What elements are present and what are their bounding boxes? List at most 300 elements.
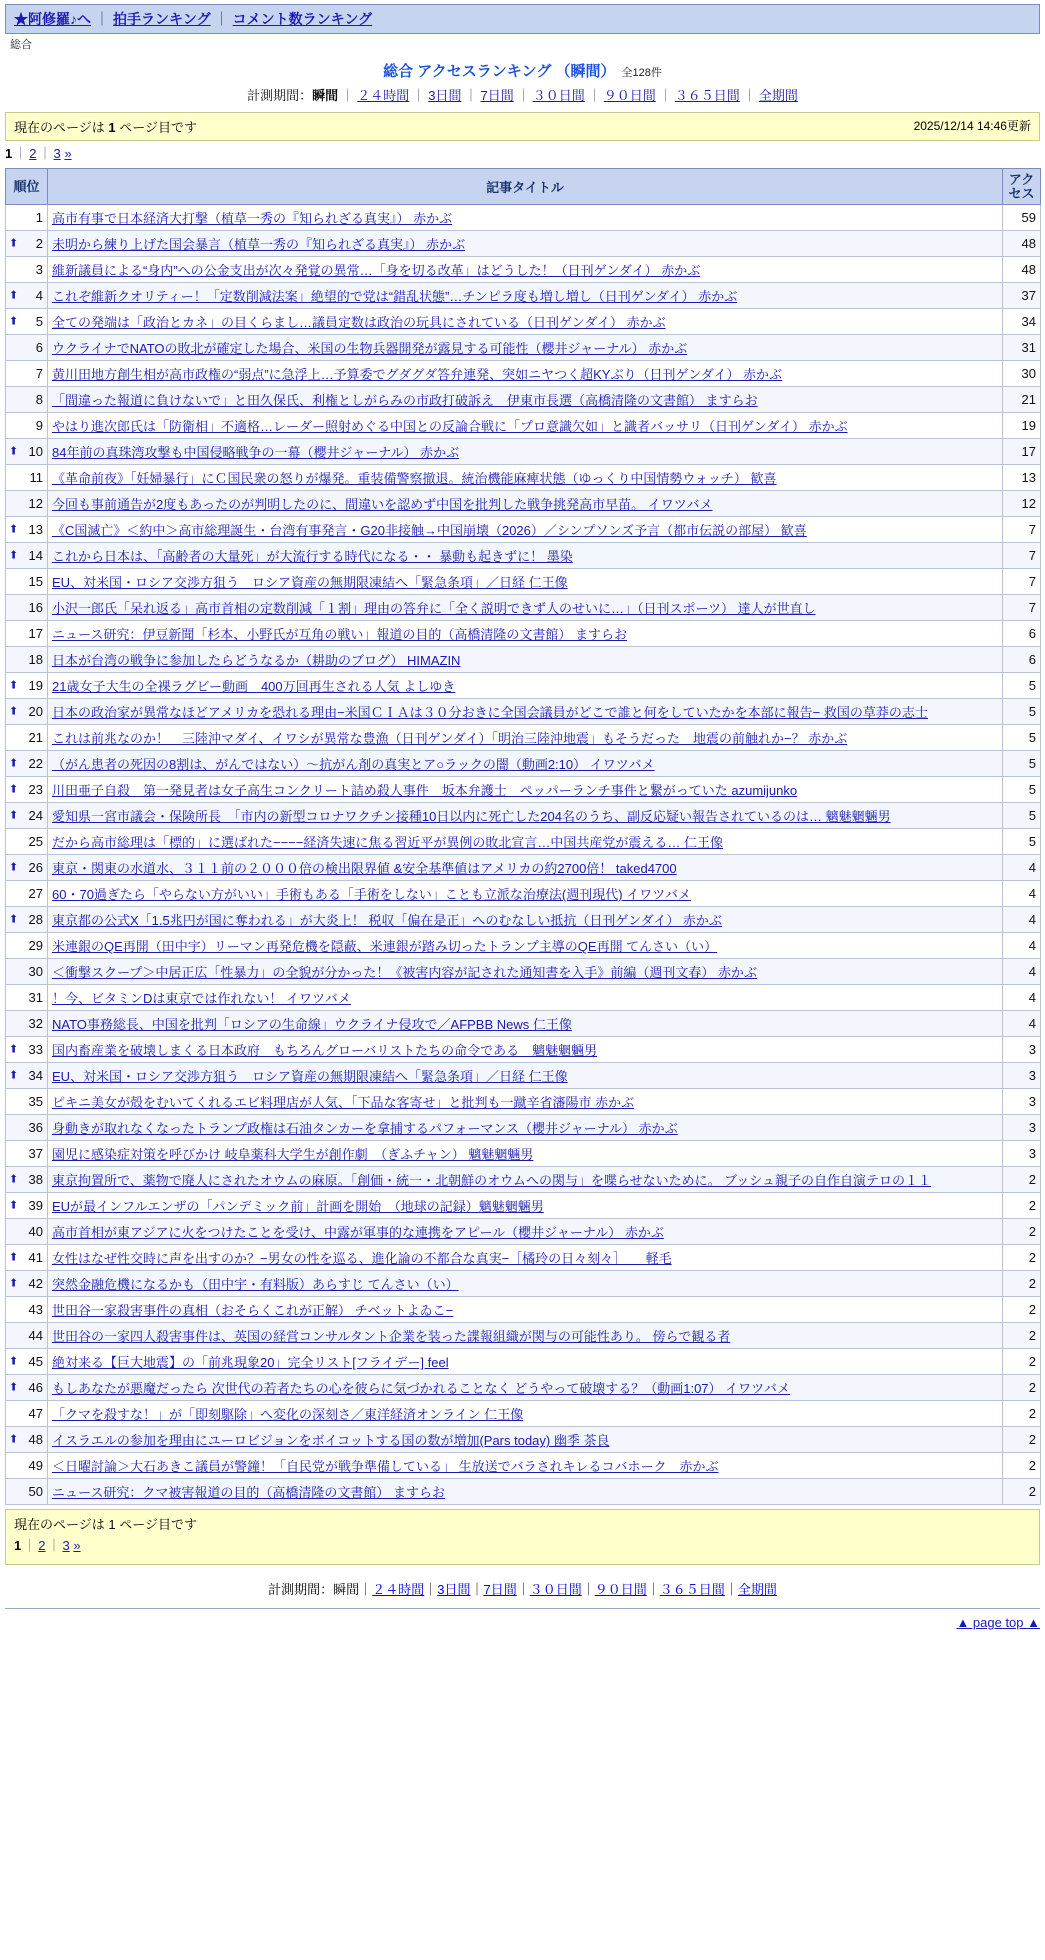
table-row	[6, 647, 1041, 673]
rank-up-icon: ⬆	[9, 445, 19, 458]
rank-cell	[6, 387, 48, 413]
rank-up-icon: ⬆	[9, 1043, 19, 1056]
rank-number: 39	[28, 1198, 43, 1214]
page-info-prefix-bottom: 現在のページは	[14, 1517, 105, 1533]
period-option-24h-bottom[interactable]: ２４時間	[372, 1582, 425, 1598]
page-link-1-top[interactable]: 1	[5, 146, 13, 161]
rank-up-icon: ⬆	[9, 705, 19, 718]
rank-cell	[6, 1141, 48, 1167]
article-title-cell	[48, 621, 1003, 647]
access-count-cell: 2	[1003, 1375, 1041, 1401]
page-info-suffix-top: ページ目です	[119, 120, 197, 135]
article-title-cell	[48, 1297, 1003, 1323]
article-link[interactable]: 世田谷の一家四人殺害事件は、英国の経営コンサルタント企業を装った諜報組織が関与の可能性あり。 傍らで観る者	[52, 1329, 731, 1345]
table-row	[6, 491, 1041, 517]
rank-cell	[6, 543, 48, 569]
nav-link-asyura[interactable]: ★阿修羅♪へ	[14, 11, 91, 27]
rank-cell	[6, 465, 48, 491]
rank-number: 11	[29, 470, 43, 486]
rank-up-icon: ⬆	[9, 783, 19, 796]
rank-up-icon: ⬆	[9, 1251, 19, 1264]
rank-number: 21	[28, 730, 43, 746]
rank-number: 24	[28, 808, 43, 824]
period-sep-5: ｜	[587, 88, 601, 103]
access-count-cell: 48	[1003, 257, 1041, 283]
rank-number: 33	[28, 1042, 43, 1058]
rank-number: 20	[28, 704, 43, 720]
rank-number: 44	[28, 1328, 43, 1344]
access-count-cell: 4	[1003, 985, 1041, 1011]
article-link[interactable]: やはり進次郎氏は「防衛相」不適格…レーダー照射めぐる中国との反論合戦に「プロ意識欠如」と識者バッサリ（日刊ゲンダイ） 赤かぶ	[52, 419, 848, 435]
access-count-cell: 5	[1003, 829, 1041, 855]
access-count-cell: 2	[1003, 1167, 1041, 1193]
table-header-row	[6, 169, 1041, 205]
access-count-cell: 5	[1003, 699, 1041, 725]
article-link[interactable]: 今回も事前通告が2度もあったのが判明したのに、間違いを認めず中国を批判した戦争挑発高市早苗。 イワツバメ	[52, 497, 713, 513]
article-link[interactable]: 21歳女子大生の全裸ラグビー動画 400万回再生される人気 よしゆき	[52, 679, 456, 695]
column-header-title: 記事タイトル	[48, 169, 1003, 205]
article-link[interactable]: 身動きが取れなくなったトランプ政権は石油タンカーを拿捕するパフォーマンス（櫻井ジャーナル） 赤かぶ	[52, 1121, 678, 1137]
pagination-top	[5, 143, 1040, 162]
article-title-cell	[48, 1193, 1003, 1219]
article-title-cell	[48, 361, 1003, 387]
table-row	[6, 1219, 1041, 1245]
period-sep-7: ｜	[742, 88, 756, 103]
article-link[interactable]: ウクライナでNATOの敗北が確定した場合、米国の生物兵器開発が露見する可能性（櫻井ジャーナル） 赤かぶ	[52, 341, 688, 357]
table-row	[6, 621, 1041, 647]
rank-up-icon: ⬆	[9, 757, 19, 770]
article-link[interactable]: 日本の政治家が異常なほどアメリカを恐れる理由−米国ＣＩＡは３０分おきに全国会議員がどこで誰と何をしていたかを本部に報告− 救国の草莽の志士	[52, 705, 928, 721]
rank-up-icon: ⬆	[9, 549, 19, 562]
rank-number: 30	[28, 964, 43, 980]
rank-cell	[6, 803, 48, 829]
rank-up-icon: ⬆	[9, 1173, 19, 1186]
article-title-cell	[48, 1427, 1003, 1453]
period-option-365d-bottom[interactable]: ３６５日間	[659, 1582, 725, 1598]
table-row	[6, 881, 1041, 907]
article-link[interactable]: 高市首相が東アジアに火をつけたことを受け、中露が軍事的な連携をアピール（櫻井ジャーナル） 赤かぶ	[52, 1225, 664, 1241]
article-link[interactable]: EUが最インフルエンザの「パンデミック前」計画を開始 （地球の記録）魑魅魍魎男	[52, 1199, 544, 1215]
rank-number: 32	[28, 1016, 43, 1032]
rank-cell	[6, 1219, 48, 1245]
rank-up-icon: ⬆	[9, 1433, 19, 1446]
rank-number: 37	[28, 1146, 43, 1162]
article-link[interactable]: これぞ維新クオリティー！「定数削減法案」絶望的で党は“錯乱状態”…チンピラ度も増し増し（日刊ゲンダイ） 赤かぶ	[52, 289, 738, 305]
rank-cell	[6, 907, 48, 933]
table-row	[6, 1245, 1041, 1271]
table-row	[6, 829, 1041, 855]
access-count-cell: 7	[1003, 543, 1041, 569]
access-count-cell: 48	[1003, 231, 1041, 257]
access-count-cell: 31	[1003, 335, 1041, 361]
article-link[interactable]: 東京都の公式X「1.5兆円が国に奪われる」が大炎上！ 税収「偏在是正」へのむなしい抵抗（日刊ゲンダイ） 赤かぶ	[52, 913, 722, 929]
article-title-cell	[48, 231, 1003, 257]
rank-number: 3	[35, 262, 43, 278]
rank-number: 17	[28, 626, 43, 642]
table-row	[6, 1375, 1041, 1401]
rank-number: 1	[35, 210, 43, 226]
article-title-cell	[48, 907, 1003, 933]
page-info-number-top: 1	[108, 120, 116, 135]
article-link[interactable]: ！今、ビタミンDは東京では作れない！ イワツバメ	[52, 991, 351, 1007]
rank-cell	[6, 257, 48, 283]
article-link[interactable]: イスラエルの参加を理由にユーロビジョンをボイコットする国の数が増加(Pars today) 幽季 茶良	[52, 1433, 610, 1449]
page-title: 総合 アクセスランキング （瞬間）	[383, 63, 616, 80]
access-count-cell: 59	[1003, 205, 1041, 231]
article-title-cell	[48, 465, 1003, 491]
rank-cell	[6, 439, 48, 465]
article-link[interactable]: 米連銀のQE再開（田中宇）リーマン再発危機を隠蔽、米連銀が踏み切ったトランプ主導のQE再開 てんさい（い）	[52, 939, 718, 955]
article-title-cell	[48, 1479, 1003, 1505]
article-link[interactable]: 「間違った報道に負けないで」と田久保氏、利権としがらみの市政打破訴え 伊東市長選（高橋清隆の文書館） ますらお	[52, 393, 758, 409]
rank-cell	[6, 1323, 48, 1349]
top-navigation	[5, 4, 1040, 34]
article-link[interactable]: 東京・関東の水道水、３１１前の２０００倍の検出限界値 &安全基準値はアメリカの約2700倍！ taked4700	[52, 861, 677, 877]
article-title-cell	[48, 673, 1003, 699]
period-option-3d-bottom[interactable]: 3日間	[437, 1582, 471, 1598]
table-row	[6, 569, 1041, 595]
period-sep-4-b: ｜	[516, 1582, 530, 1598]
access-count-cell: 5	[1003, 725, 1041, 751]
rank-cell	[6, 1375, 48, 1401]
article-link[interactable]: 国内畜産業を破壊しまくる日本政府 もちろんグローバリストたちの命令である 魑魅魍魎男	[52, 1043, 598, 1059]
rank-cell	[6, 621, 48, 647]
rank-number: 25	[28, 834, 43, 850]
period-selector-top	[0, 85, 1045, 104]
rank-number: 36	[28, 1120, 43, 1136]
ranking-table	[5, 168, 1041, 1505]
access-count-cell: 2	[1003, 1401, 1041, 1427]
table-row	[6, 803, 1041, 829]
article-link[interactable]: 維新議員による“身内”への公金支出が次々発覚の異常…「身を切る改革」はどうした！（日刊ゲンダイ） 赤かぶ	[52, 263, 701, 279]
access-count-cell: 2	[1003, 1193, 1041, 1219]
table-row	[6, 309, 1041, 335]
rank-cell	[6, 777, 48, 803]
period-option-90d-bottom[interactable]: ９０日間	[594, 1582, 647, 1598]
pager-sep-2-bottom: ｜	[47, 1538, 61, 1554]
page-link-2-bottom[interactable]: 2	[38, 1538, 46, 1554]
table-row	[6, 1297, 1041, 1323]
page-info-bar-top	[5, 112, 1040, 141]
article-title-cell	[48, 777, 1003, 803]
rank-number: 42	[28, 1276, 43, 1292]
period-option-7d-bottom[interactable]: 7日間	[483, 1582, 517, 1598]
page-top-container	[5, 1615, 1040, 1630]
article-link[interactable]: 園児に感染症対策を呼びかけ 岐阜薬科大学生が創作劇 （ぎふチャン） 魑魅魍魎男	[52, 1147, 534, 1163]
table-row	[6, 361, 1041, 387]
rank-number: 7	[35, 366, 43, 382]
page-link-3-bottom[interactable]: 3	[62, 1538, 70, 1554]
access-count-cell: 37	[1003, 283, 1041, 309]
rank-cell	[6, 1271, 48, 1297]
access-count-cell: 5	[1003, 673, 1041, 699]
table-row	[6, 1323, 1041, 1349]
article-link[interactable]: 「クマを殺すな！」が「即刻駆除」へ変化の深刻さ／東洋経済オンライン 仁王像	[52, 1407, 524, 1423]
rank-cell	[6, 1479, 48, 1505]
table-row	[6, 1349, 1041, 1375]
period-option-24h[interactable]: ２４時間	[357, 88, 410, 103]
access-count-cell: 3	[1003, 1063, 1041, 1089]
article-link[interactable]: EU、対米国・ロシア交渉方狙う ロシア資産の無期限凍結へ「緊急条項」／日経 仁王像	[52, 1069, 568, 1085]
rank-number: 13	[28, 522, 43, 538]
rank-up-icon: ⬆	[9, 315, 19, 328]
article-title-cell	[48, 1245, 1003, 1271]
article-title-cell	[48, 985, 1003, 1011]
article-link[interactable]: 女性はなぜ性交時に声を出すのか？−男女の性を巡る、進化論の不都合な真実−［橘玲の日々刻々］ 軽毛	[52, 1251, 672, 1267]
access-count-cell: 6	[1003, 621, 1041, 647]
access-count-cell: 2	[1003, 1427, 1041, 1453]
page-info-suffix-bottom: ページ目です	[119, 1517, 197, 1533]
table-row	[6, 699, 1041, 725]
rank-cell	[6, 1115, 48, 1141]
article-link[interactable]: 絶対来る【巨大地震】の「前兆現象20」完全リスト[フライデー] feel	[52, 1355, 449, 1371]
access-count-cell: 30	[1003, 361, 1041, 387]
table-row	[6, 595, 1041, 621]
last-updated: 2025/12/14 14:46更新	[913, 119, 1031, 133]
period-label-bottom: 計測期間：	[268, 1582, 334, 1598]
article-link[interactable]: 未明から練り上げた国会暴言（植草一秀の『知られざる真実』） 赤かぶ	[52, 237, 466, 253]
rank-cell	[6, 413, 48, 439]
article-link[interactable]: 高市有事で日本経済大打撃（植草一秀の『知られざる真実』） 赤かぶ	[52, 211, 453, 227]
access-count-cell: 2	[1003, 1323, 1041, 1349]
access-count-cell: 7	[1003, 569, 1041, 595]
period-selector-bottom	[0, 1579, 1045, 1598]
rank-cell	[6, 959, 48, 985]
article-title-cell	[48, 1349, 1003, 1375]
period-option-30d-bottom[interactable]: ３０日間	[529, 1582, 582, 1598]
breadcrumb: 総合	[10, 39, 32, 51]
article-link[interactable]: 東京拘置所で、薬物で廃人にされたオウムの麻原。「創価・統一・北朝鮮のオウムへの関与」を喋らせないために。 ブッシュ親子の自作自演テロの１１	[52, 1173, 932, 1189]
access-count-cell: 4	[1003, 1011, 1041, 1037]
rank-cell	[6, 517, 48, 543]
article-title-cell	[48, 803, 1003, 829]
article-link[interactable]: ニュース研究：クマ被害報道の目的（高橋清隆の文書館） ますらお	[52, 1485, 445, 1501]
rank-number: 46	[28, 1380, 43, 1396]
rank-number: 41	[28, 1250, 43, 1266]
article-title-cell	[48, 309, 1003, 335]
article-title-cell	[48, 959, 1003, 985]
article-link[interactable]: 84年前の真珠湾攻撃も中国侵略戦争の一幕（櫻井ジャーナル） 赤かぶ	[52, 445, 460, 461]
rank-cell	[6, 1037, 48, 1063]
article-link[interactable]: もしあなたが悪魔だったら 次世代の若者たちの心を彼らに気づかれることなく どうやって破壊する？（動画1:07） イワツバメ	[52, 1381, 790, 1397]
rank-number: 31	[28, 990, 43, 1006]
article-link[interactable]: だから高市総理は「標的」に選ばれた−−−−経済失速に焦る習近平が異例の敗北宣言…中国共産党が震える… 仁王像	[52, 835, 723, 851]
article-title-cell	[48, 881, 1003, 907]
article-title-cell	[48, 751, 1003, 777]
period-option-7d[interactable]: 7日間	[480, 88, 514, 103]
period-option-365d[interactable]: ３６５日間	[674, 88, 740, 103]
table-row	[6, 439, 1041, 465]
article-link[interactable]: 《C国滅亡》＜約中＞高市総理誕生・台湾有事発言・G20非接触→中国崩壊（2026）／シンプソンズ予言（都市伝説の部屋） 歓喜	[52, 523, 807, 539]
access-count-cell: 7	[1003, 517, 1041, 543]
article-link[interactable]: NATO事務総長、中国を批判「ロシアの生命線」ウクライナ侵攻で／AFPBB News 仁王像	[52, 1017, 572, 1033]
article-title-cell	[48, 1115, 1003, 1141]
rank-number: 45	[28, 1354, 43, 1370]
rank-up-icon: ⬆	[9, 809, 19, 822]
next-page-link-bottom[interactable]: »	[73, 1538, 81, 1554]
article-link[interactable]: 黄川田地方創生相が高市政権の“弱点”に急浮上…予算委でグダグダ答弁連発、突如ニヤつく超KYぶり（日刊ゲンダイ） 赤かぶ	[52, 367, 783, 383]
table-row	[6, 1037, 1041, 1063]
rank-cell	[6, 1349, 48, 1375]
period-sep-2-b: ｜	[424, 1582, 438, 1598]
table-row	[6, 387, 1041, 413]
article-link[interactable]: 日本が台湾の戦争に参加したらどうなるか（耕助のブログ） HIMAZIN	[52, 653, 461, 669]
article-title-cell	[48, 855, 1003, 881]
article-link[interactable]: 川田亜子自殺 第一発見者は女子高生コンクリート詰め殺人事件 坂本弁護士 ペッパーランチ事件と繋がっていた azumijunko	[52, 783, 798, 799]
access-count-cell: 34	[1003, 309, 1041, 335]
period-option-90d[interactable]: ９０日間	[603, 88, 656, 103]
article-link[interactable]: これから日本は、「高齢者の大量死」が大流行する時代になる・・ 暴動も起きずに！ 墨染	[52, 549, 573, 565]
article-link[interactable]: 愛知県一宮市議会・保険所長 「市内の新型コロナワクチン接種10日以内に死亡した204名のうち、副反応疑い報告されているのは… 魑魅魍魎男	[52, 809, 891, 825]
rank-number: 29	[28, 938, 43, 954]
article-title-cell	[48, 1401, 1003, 1427]
rank-up-icon: ⬆	[9, 1381, 19, 1394]
rank-cell	[6, 933, 48, 959]
access-count-cell: 2	[1003, 1453, 1041, 1479]
article-link[interactable]: 小沢一郎氏「呆れ返る」高市首相の定数削減「１割」理由の答弁に「全く説明できず人のせいに…」（日刊スポーツ） 達人が世直し	[52, 601, 816, 617]
period-option-3d[interactable]: 3日間	[428, 88, 462, 103]
rank-cell	[6, 1063, 48, 1089]
period-option-all-bottom[interactable]: 全期間	[737, 1582, 777, 1598]
article-title-cell	[48, 413, 1003, 439]
rank-up-icon: ⬆	[9, 1199, 19, 1212]
page-info-text-top	[14, 117, 197, 136]
rank-number: 5	[35, 314, 43, 330]
access-count-cell: 7	[1003, 595, 1041, 621]
table-row	[6, 725, 1041, 751]
rank-number: 2	[35, 236, 43, 252]
page-title-block	[0, 60, 1045, 81]
article-title-cell	[48, 829, 1003, 855]
table-row	[6, 855, 1041, 881]
rank-cell	[6, 699, 48, 725]
rank-number: 6	[35, 340, 43, 356]
access-count-cell: 3	[1003, 1037, 1041, 1063]
rank-cell	[6, 647, 48, 673]
article-title-cell	[48, 517, 1003, 543]
table-row	[6, 1427, 1041, 1453]
rank-cell	[6, 1193, 48, 1219]
table-row	[6, 673, 1041, 699]
rank-cell	[6, 205, 48, 231]
rank-cell	[6, 335, 48, 361]
article-link[interactable]: ニュース研究：伊豆新聞「杉本、小野氏が互角の戦い」報道の目的（高橋清隆の文書館） ますらお	[52, 627, 627, 643]
page-link-3-top[interactable]: 3	[53, 146, 61, 161]
page-link-2-top[interactable]: 2	[29, 146, 37, 161]
rank-cell	[6, 283, 48, 309]
pager-sep-1-top: ｜	[14, 146, 28, 161]
rank-cell	[6, 1089, 48, 1115]
rank-number: 40	[28, 1224, 43, 1240]
rank-cell	[6, 361, 48, 387]
rank-up-icon: ⬆	[9, 289, 19, 302]
rank-cell	[6, 309, 48, 335]
rank-number: 10	[28, 444, 43, 460]
table-row	[6, 465, 1041, 491]
page-info-number-bottom: 1	[108, 1517, 116, 1533]
period-label: 計測期間：	[247, 88, 313, 103]
rank-number: 14	[28, 548, 43, 564]
column-header-access: アクセス	[1003, 169, 1041, 205]
article-title-cell	[48, 439, 1003, 465]
article-title-cell	[48, 569, 1003, 595]
article-title-cell	[48, 491, 1003, 517]
rank-up-icon: ⬆	[9, 1355, 19, 1368]
period-sep-3: ｜	[464, 88, 478, 103]
article-link[interactable]: 全ての発端は「政治とカネ」の目くらまし…議員定数は政治の玩具にされている（日刊ゲンダイ） 赤かぶ	[52, 315, 666, 331]
table-row	[6, 1063, 1041, 1089]
rank-cell	[6, 595, 48, 621]
article-title-cell	[48, 1011, 1003, 1037]
article-link[interactable]: 《革命前夜》「妊婦暴行」にＣ国民衆の怒りが爆発。重装備警察撤退。統治機能麻痺状態（ゆっくり中国情勢ウォッチ） 歓喜	[52, 471, 777, 487]
table-row	[6, 959, 1041, 985]
article-link[interactable]: ピキニ美女が殻をむいてくれるエビ料理店が人気、「下品な客寄せ」と批判も一蹴辛省瀋陽市 赤かぶ	[52, 1095, 635, 1111]
table-row	[6, 283, 1041, 309]
period-option-instant[interactable]: 瞬間	[312, 88, 339, 103]
rank-cell	[6, 985, 48, 1011]
table-row	[6, 1271, 1041, 1297]
article-title-cell	[48, 1375, 1003, 1401]
access-count-cell: 3	[1003, 1089, 1041, 1115]
rank-cell	[6, 1401, 48, 1427]
page-link-1-bottom[interactable]: 1	[14, 1538, 22, 1554]
nav-link-comment-ranking[interactable]: コメント数ランキング	[232, 11, 373, 27]
article-link[interactable]: ＜衝撃スクープ＞中居正広「性暴力」の全貌が分かった！《被害内容が記された通知書を入手》前編（週刊文春） 赤かぶ	[52, 965, 757, 981]
article-title-cell	[48, 1037, 1003, 1063]
article-title-cell	[48, 595, 1003, 621]
article-title-cell	[48, 283, 1003, 309]
rank-number: 48	[28, 1432, 43, 1448]
article-link[interactable]: EU、対米国・ロシア交渉方狙う ロシア資産の無期限凍結へ「緊急条項」／日経 仁王像	[52, 575, 568, 591]
nav-separator-1: ｜	[95, 11, 109, 27]
rank-cell	[6, 1011, 48, 1037]
rank-up-icon: ⬆	[9, 1069, 19, 1082]
period-option-all[interactable]: 全期間	[758, 88, 798, 103]
rank-cell	[6, 1167, 48, 1193]
table-row	[6, 1141, 1041, 1167]
access-count-cell: 3	[1003, 1115, 1041, 1141]
page-info-prefix-top: 現在のページは	[14, 120, 105, 135]
table-row	[6, 257, 1041, 283]
page-top-link[interactable]: ▲ page top ▲	[956, 1615, 1040, 1631]
rank-number: 22	[28, 756, 43, 772]
table-row	[6, 1089, 1041, 1115]
article-link[interactable]: これは前兆なのか！ 三陸沖マダイ、イワシが異常な豊漁（日刊ゲンダイ）「明治三陸沖地震」もそうだった 地震の前触れか−？ 赤かぶ	[52, 731, 848, 747]
rank-number: 15	[28, 574, 43, 590]
access-count-cell: 12	[1003, 491, 1041, 517]
access-count-cell: 2	[1003, 1271, 1041, 1297]
next-page-link-top[interactable]: »	[64, 146, 72, 161]
access-count-cell: 5	[1003, 777, 1041, 803]
nav-link-clap-ranking[interactable]: 拍手ランキング	[113, 11, 211, 27]
rank-number: 43	[28, 1302, 43, 1318]
period-sep-5-b: ｜	[581, 1582, 595, 1598]
period-option-30d[interactable]: ３０日間	[532, 88, 585, 103]
article-link[interactable]: ＜日曜討論＞大石あきこ議員が警鐘！「自民党が戦争準備している」 生放送でバラされキレるコバホーク 赤かぶ	[52, 1459, 719, 1475]
period-option-instant-bottom[interactable]: 瞬間	[333, 1582, 360, 1598]
rank-up-icon: ⬆	[9, 237, 19, 250]
rank-number: 38	[28, 1172, 43, 1188]
article-link[interactable]: 60・70過ぎたら「やらない方がいい」手術もある「手術をしない」ことも立派な治療法(週刊現代) イワツバメ	[52, 887, 691, 903]
article-link[interactable]: 突然金融危機になるかも（田中宇・有料版）あらすじ てんさい（い）	[52, 1277, 459, 1293]
rank-cell	[6, 1297, 48, 1323]
table-row	[6, 205, 1041, 231]
rank-number: 26	[28, 860, 43, 876]
table-row	[6, 1401, 1041, 1427]
article-link[interactable]: （がん患者の死因の8割は、がんではない）〜抗がん剤の真実とア○ラックの闇（動画2:10） イワツバメ	[52, 757, 655, 773]
article-title-cell	[48, 1323, 1003, 1349]
article-link[interactable]: 世田谷一家殺害事件の真相（おそらくこれが正解） チベットよゐこ−	[52, 1303, 454, 1319]
